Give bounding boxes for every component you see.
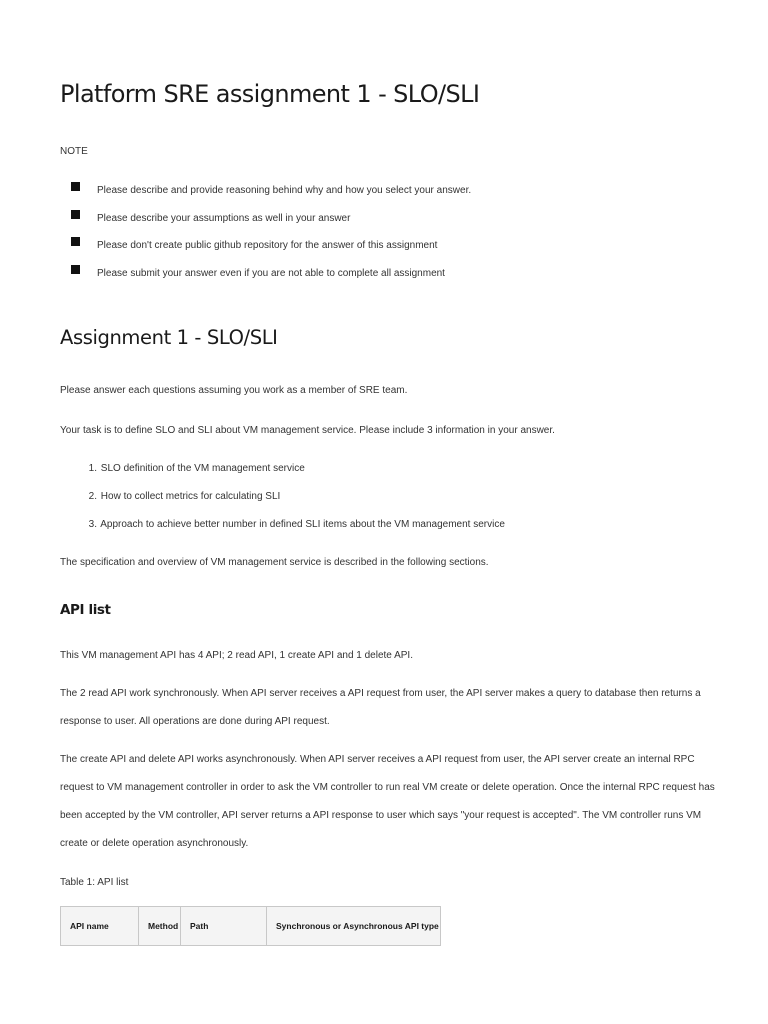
note-item (60, 263, 720, 291)
list-item (60, 488, 720, 516)
square-bullet-icon (71, 210, 80, 219)
page-title: Platform SRE assignment 1 - SLO/SLI (60, 80, 480, 108)
requirements-list (60, 460, 720, 544)
table-header-row (61, 907, 441, 946)
note-item (60, 180, 720, 208)
note-label: NOTE (60, 146, 88, 157)
note-item (60, 235, 720, 263)
column-header-method: Method (139, 907, 181, 946)
square-bullet-icon (71, 265, 80, 274)
note-item (60, 208, 720, 236)
list-item (60, 516, 720, 544)
square-bullet-icon (71, 182, 80, 191)
note-text: Please submit your answer even if you are not able to complete all assignment (97, 268, 445, 280)
api-paragraph-1: This VM management API has 4 API; 2 read API, 1 create API and 1 delete API. (60, 650, 413, 661)
list-number: 3. (88, 519, 97, 530)
list-item (60, 460, 720, 488)
intro-paragraph-2: Your task is to define SLO and SLI about VM management service. Please include 3 information in your answer. (60, 425, 555, 436)
outro-paragraph: The specification and overview of VM management service is described in the following sections. (60, 557, 489, 568)
column-header-api-name: API name (61, 907, 139, 946)
intro-paragraph-1: Please answer each questions assuming you work as a member of SRE team. (60, 385, 408, 396)
note-text: Please don't create public github repository for the answer of this assignment (97, 240, 438, 252)
note-text: Please describe your assumptions as well in your answer (97, 212, 351, 224)
square-bullet-icon (71, 237, 80, 246)
api-paragraph-2: The 2 read API work synchronously. When API server receives a API request from user, the API server makes a query to database then returns a response to user. All operations are done during API request. (60, 688, 701, 727)
column-header-sync-type: Synchronous or Asynchronous API type (267, 907, 441, 946)
column-header-path: Path (181, 907, 267, 946)
list-text: SLO definition of the VM management service (100, 463, 305, 474)
table-caption: Table 1: API list (60, 877, 129, 888)
list-text: How to collect metrics for calculating SLI (100, 491, 281, 502)
list-text: Approach to achieve better number in defined SLI items about the VM management service (100, 519, 505, 530)
note-text: Please describe and provide reasoning behind why and how you select your answer. (97, 185, 472, 196)
section-heading-assignment: Assignment 1 - SLO/SLI (60, 326, 278, 349)
list-number: 1. (88, 463, 97, 474)
api-table (60, 906, 441, 946)
notes-list (60, 180, 720, 291)
section-heading-api-list: API list (60, 602, 111, 618)
api-paragraph-3: The create API and delete API works asynchronously. When API server receives a API request from user, the API server create an internal RPC request to VM management controller in order to ask the VM controller to run real VM create or delete operation. Once the internal RPC request has been accepted by the VM controller, API server returns a API response to user which says "your request is accepted". The VM controller runs VM create or delete operation asynchronously. (60, 754, 715, 849)
list-number: 2. (88, 491, 97, 502)
